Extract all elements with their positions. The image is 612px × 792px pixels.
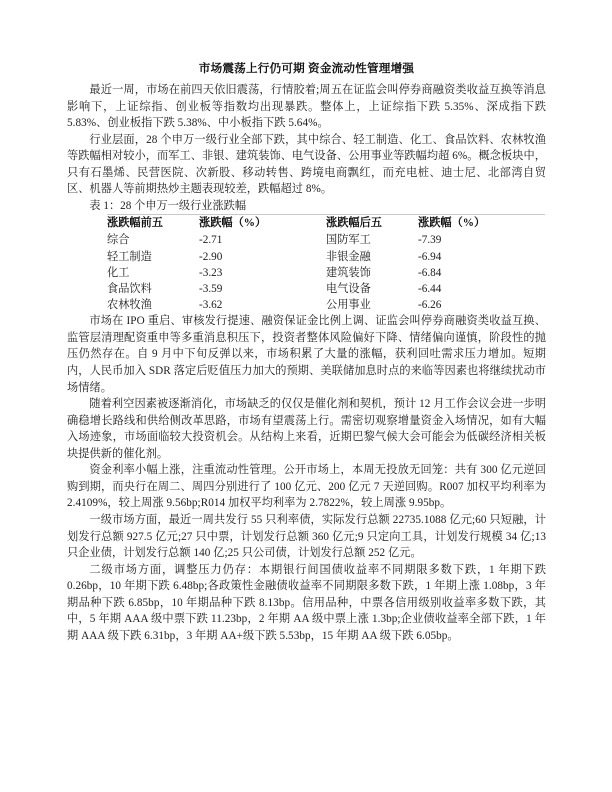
table-cell-bottom-value: -6.44 xyxy=(418,282,442,295)
table-cell-top-value: -3.59 xyxy=(199,282,223,295)
table-row xyxy=(107,265,545,281)
table-cell-top-name: 轻工制造 xyxy=(107,250,152,263)
table-cell-bottom-value: -6.84 xyxy=(418,266,442,279)
table-cell-bottom-value: -7.39 xyxy=(418,234,442,247)
document-body xyxy=(67,60,546,644)
table-row xyxy=(107,232,545,248)
table-cell-bottom-value: -6.26 xyxy=(418,299,442,312)
table-cell-top-value: -3.23 xyxy=(199,266,223,279)
table-caption: 表 1：28 个申万一级行业涨跌幅 xyxy=(89,199,247,212)
paragraph-outlook: 随着利空因素被逐渐消化，市场缺乏的仅仅是催化剂和契机，预计 12 月工作会议会进一步明确稳增长路线和供给侧改革思路，市场有望震荡上行。需密切观察增量资金入场情况，如有大幅入场迹象，市场面临较大投资机会。从结构上来看，近期巴黎气候大会可能会为低碳经济相关板块提供新的催化剂。 xyxy=(67,398,546,460)
table-row xyxy=(107,281,545,297)
table-cell-bottom-name: 公用事业 xyxy=(326,299,371,312)
paragraph-funding-rates: 资金利率小幅上涨，注重流动性管理。公开市场上，本周无投放无回笼：共有 300 亿元逆回购到期，而央行在周二、周四分别进行了 100 亿元、200 亿元 7 天逆回购。R007 加权平均利率为 2.4109%，较上周涨 9.56bp;R014 加权平均利率为 2.7822%，较上周涨 9.95bp。 xyxy=(67,464,546,510)
paragraph-risk-appetite: 市场在 IPO 重启、审核发行提速、融资保证金比例上调、证监会叫停券商融资类收益互换、监管层清理配资重申等多重消息积压下，投资者整体风险偏好下降、情绪偏向谨慎，阶段性的抛压仍然存在。自 9 月中下旬反弹以来，市场积累了大量的涨幅，获利回吐需求压力增加。短期内，人民币加入 SDR 落定后贬值压力加大的预期、美联储加息时点的来临等因素也将继续扰动市场情绪。 xyxy=(67,315,546,394)
table-header-bottom5-name: 涨跌幅后五 xyxy=(326,217,382,230)
paragraph-secondary-market: 二级市场方面，调整压力仍存：本期银行间国债收益率不同期限多数下跌，1 年期下跌 0.26bp，10 年期下跌 6.48bp;各政策性金融债收益率不同期限多数下跌，1 年期上涨 1.08bp，3 年期品种下跌 6.85bp，10 年期品种下跌 8.13bp。信用品种，中票各信用级别收益率多数下跌，其中，5 年期 AAA 级中票下跌 11.23bp，2 年期 AA 级中票上涨 1.3bp;企业债收益率全部下跌，1 年期 AAA 级下跌 6.31bp，3 年期 AA+级下跌 5.53bp，15 年期 AA 级下跌 6.05bp。 xyxy=(67,563,546,642)
table-cell-top-name: 食品饮料 xyxy=(107,282,152,295)
table-header-row xyxy=(107,215,545,233)
table-header-top5-name: 涨跌幅前五 xyxy=(107,217,163,230)
table-header-top5-value: 涨跌幅（%） xyxy=(199,217,267,230)
table-cell-top-name: 化工 xyxy=(107,266,130,279)
table-cell-top-value: -3.62 xyxy=(199,299,223,312)
table-row xyxy=(107,249,545,265)
table-cell-bottom-name: 非银金融 xyxy=(326,250,371,263)
paragraph-primary-market: 一级市场方面，最近一周共发行 55 只利率债，实际发行总额 22735.1088 亿元;60 只短融，计划发行总额 927.5 亿元;27 只中票，计划发行总额 360 亿元;9 只定向工具，计划发行规模 34 亿;13 只企业债，计划发行总额 140 亿;25 只公司债，计划发行总额 252 亿元。 xyxy=(67,513,546,560)
table-cell-top-name: 农林牧渔 xyxy=(107,299,152,312)
table-cell-top-value: -2.90 xyxy=(199,250,223,263)
table-cell-bottom-name: 建筑装饰 xyxy=(326,266,371,279)
table-cell-top-name: 综合 xyxy=(107,234,130,247)
table-cell-bottom-value: -6.94 xyxy=(418,250,442,263)
table-cell-bottom-name: 电气设备 xyxy=(326,282,371,295)
table-cell-top-value: -2.71 xyxy=(199,234,223,247)
page-title: 市场震荡上行仍可期 资金流动性管理增强 xyxy=(198,62,415,75)
table-header-bottom5-value: 涨跌幅（%） xyxy=(418,217,486,230)
paragraph-sector-performance: 行业层面，28 个申万一级行业全部下跌，其中综合、轻工制造、化工、食品饮料、农林牧渔等跌幅相对较小，而军工、非银、建筑装饰、电气设备、公用事业等跌幅均超 6%。概念板块中，只有石墨烯、民营医院、次新股、移动转售、跨境电商飘红，而充电桩、迪士尼、北部湾自贸区、机器人等前期热炒主题表现较差，跌幅超过 8%。 xyxy=(67,133,546,196)
table-cell-bottom-name: 国防军工 xyxy=(326,234,371,247)
industry-change-table xyxy=(107,214,545,313)
table-row xyxy=(107,297,545,313)
paragraph-market-overview: 最近一周，市场在前四天依旧震荡，行情胶着;周五在证监会叫停券商融资类收益互换等消息影响下，上证综指、创业板等指数均出现暴跌。整体上，上证综指下跌 5.35%、深成指下跌 5.83%、创业板指下跌 5.38%、中小板指下跌 5.64%。 xyxy=(67,84,546,130)
